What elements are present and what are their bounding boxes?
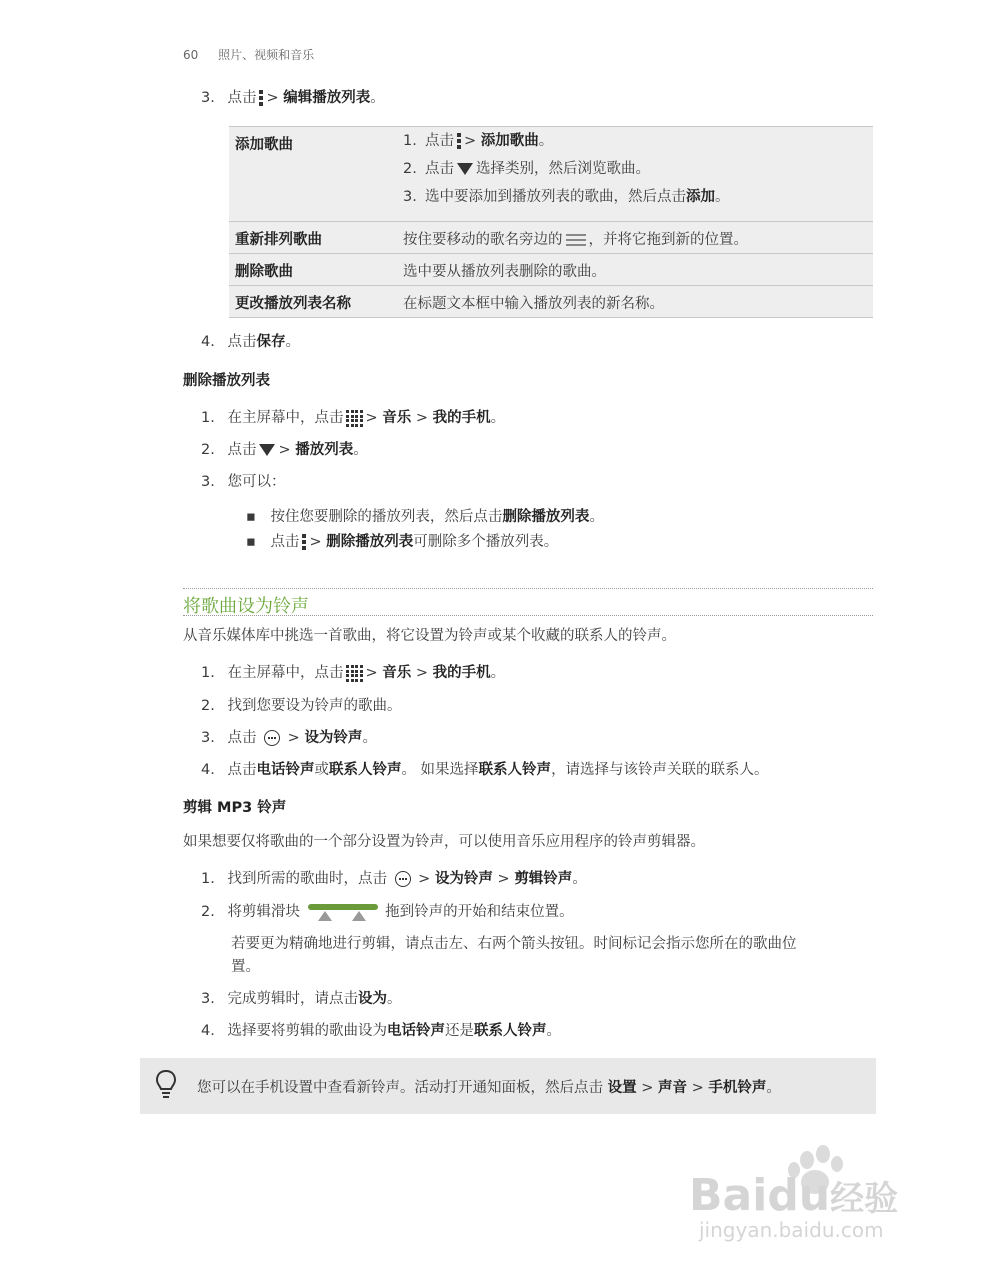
trim-heading: 剪辑 MP3 铃声 bbox=[183, 800, 287, 816]
table-row bbox=[229, 222, 873, 254]
bullet-item bbox=[246, 532, 558, 552]
step-number: 2. bbox=[201, 698, 215, 714]
step-save bbox=[201, 332, 300, 352]
separator: > bbox=[415, 665, 428, 681]
sub-number: 1. bbox=[403, 133, 417, 149]
trim-slider-icon bbox=[308, 902, 378, 922]
step-number: 3. bbox=[201, 90, 215, 106]
step-text: 拖到铃声的开始和结束位置。 bbox=[385, 904, 574, 920]
list-item bbox=[201, 989, 401, 1009]
punctuation: 。 bbox=[490, 410, 506, 426]
page-number: 60 bbox=[183, 48, 199, 62]
punctuation: 。 bbox=[589, 509, 604, 525]
step-number: 2. bbox=[201, 442, 215, 458]
table-row bbox=[229, 254, 873, 286]
row-content bbox=[397, 127, 873, 222]
menu-target: 音乐 bbox=[382, 665, 412, 681]
punctuation: 。 bbox=[572, 871, 587, 887]
separator: > bbox=[365, 410, 378, 426]
apps-grid-icon bbox=[346, 665, 362, 681]
step-text: 完成剪辑时，请点击 bbox=[227, 991, 358, 1007]
sub-text: 点击 bbox=[425, 133, 454, 149]
sub-text: 选择类别，然后浏览歌曲。 bbox=[476, 161, 650, 177]
sub-number: 3. bbox=[403, 189, 417, 205]
row-label: 删除歌曲 bbox=[229, 254, 397, 286]
sub-step bbox=[403, 183, 867, 211]
more-vertical-icon bbox=[302, 534, 306, 550]
punctuation: 。 bbox=[285, 334, 300, 350]
menu-target: 手机铃声 bbox=[708, 1080, 767, 1096]
list-item bbox=[201, 1021, 561, 1041]
step-edit-playlist bbox=[201, 88, 385, 108]
list-item bbox=[201, 902, 574, 922]
separator: > bbox=[464, 133, 477, 149]
more-vertical-icon bbox=[259, 90, 263, 106]
step-note: 若要更为精确地进行剪辑，请点击左、右两个箭头按钮。时间标记会指示您所在的歌曲位 bbox=[231, 936, 797, 952]
bullet-text: 按住您要删除的播放列表，然后点击 bbox=[270, 509, 503, 525]
watermark-brand bbox=[689, 1170, 898, 1221]
menu-target: 声音 bbox=[657, 1080, 687, 1096]
bullet-item bbox=[246, 507, 604, 527]
trim-intro: 如果想要仅将歌曲的一个部分设置为铃声，可以使用音乐应用程序的铃声剪辑器。 bbox=[183, 834, 705, 850]
step-text: 或 bbox=[314, 762, 329, 778]
row-content: 在标题文本框中输入播放列表的新名称。 bbox=[397, 286, 873, 318]
punctuation: 。 bbox=[370, 90, 385, 106]
step-text: 点击 bbox=[227, 90, 257, 106]
menu-target: 联系人铃声 bbox=[328, 762, 402, 778]
step-text: 还是 bbox=[444, 1023, 474, 1039]
list-item bbox=[201, 440, 368, 460]
more-circle-icon bbox=[264, 730, 280, 746]
tip-box bbox=[140, 1058, 876, 1114]
list-item bbox=[201, 663, 505, 683]
punctuation: 。 bbox=[766, 1080, 781, 1096]
step-text: 在主屏幕中，点击 bbox=[227, 665, 344, 681]
section-title: 将歌曲设为铃声 bbox=[183, 596, 309, 617]
punctuation: 。 bbox=[386, 991, 402, 1007]
separator: > bbox=[266, 90, 279, 106]
step-text: 在主屏幕中，点击 bbox=[227, 410, 344, 426]
menu-target: 电话铃声 bbox=[386, 1023, 445, 1039]
menu-target: 剪辑铃声 bbox=[514, 871, 573, 887]
more-circle-icon bbox=[395, 871, 411, 887]
punctuation: 。 bbox=[353, 442, 368, 458]
list-item bbox=[201, 760, 769, 780]
menu-target: 删除播放列表 bbox=[326, 534, 414, 550]
step-text: 点击 bbox=[227, 442, 257, 458]
row-label: 重新排列歌曲 bbox=[229, 222, 397, 254]
sub-number: 2. bbox=[403, 161, 417, 177]
sub-step bbox=[403, 127, 867, 155]
step-number: 1. bbox=[201, 410, 215, 426]
sub-step bbox=[403, 155, 867, 183]
step-number: 4. bbox=[201, 762, 215, 778]
step-number: 4. bbox=[201, 334, 215, 350]
row-label: 更改播放列表名称 bbox=[229, 286, 397, 318]
chapter-title: 照片、视频和音乐 bbox=[218, 48, 315, 62]
separator: > bbox=[415, 410, 428, 426]
apps-grid-icon bbox=[346, 410, 362, 426]
tip-body: 您可以在手机设置中查看新铃声。活动打开通知面板，然后点击 bbox=[197, 1080, 603, 1096]
list-item bbox=[201, 696, 401, 716]
bullet-text: 点击 bbox=[270, 534, 300, 550]
delete-playlist-heading: 删除播放列表 bbox=[183, 373, 270, 389]
row-text: 按住要移动的歌名旁边的 bbox=[403, 232, 563, 248]
separator: > bbox=[497, 871, 510, 887]
playlist-actions-table bbox=[229, 126, 873, 318]
section-intro: 从音乐媒体库中挑选一首歌曲，将它设置为铃声或某个收藏的联系人的铃声。 bbox=[183, 628, 676, 644]
menu-target: 播放列表 bbox=[295, 442, 354, 458]
step-number: 1. bbox=[201, 871, 215, 887]
menu-target: 设置 bbox=[607, 1080, 637, 1096]
drag-handle-icon bbox=[566, 231, 586, 249]
lightbulb-icon bbox=[154, 1069, 178, 1101]
menu-target: 编辑播放列表 bbox=[283, 90, 371, 106]
watermark-url: jingyan.baidu.com bbox=[699, 1218, 884, 1242]
brand-text: Bai bbox=[689, 1170, 768, 1221]
row-content: 选中要从播放列表删除的歌曲。 bbox=[397, 254, 873, 286]
table-row bbox=[229, 127, 873, 222]
menu-target: 电话铃声 bbox=[256, 762, 315, 778]
sub-text: 点击 bbox=[425, 161, 454, 177]
separator: > bbox=[309, 534, 322, 550]
brand-cn: 经验 bbox=[830, 1179, 899, 1219]
separator: > bbox=[641, 1080, 654, 1096]
step-note: 置。 bbox=[231, 959, 260, 975]
step-number: 3. bbox=[201, 730, 215, 746]
table-row bbox=[229, 286, 873, 318]
punctuation: 。 bbox=[538, 133, 554, 149]
triangle-down-icon bbox=[457, 163, 473, 175]
menu-target: 设为铃声 bbox=[304, 730, 363, 746]
menu-target: 保存 bbox=[256, 334, 286, 350]
list-item bbox=[201, 728, 377, 748]
step-text: ，请选择与该铃声关联的联系人。 bbox=[551, 762, 769, 778]
bullet: ▪ bbox=[246, 534, 256, 550]
baidu-watermark bbox=[689, 1130, 929, 1240]
step-text: 点击 bbox=[227, 762, 257, 778]
punctuation: 。 bbox=[715, 189, 730, 205]
step-text: 找到您要设为铃声的歌曲。 bbox=[227, 698, 402, 714]
step-number: 4. bbox=[201, 1023, 215, 1039]
brand-text: du bbox=[767, 1170, 831, 1221]
triangle-down-icon bbox=[259, 444, 275, 456]
menu-target: 联系人铃声 bbox=[478, 762, 552, 778]
step-text: 找到所需的歌曲时，点击 bbox=[227, 871, 387, 887]
page-header bbox=[183, 46, 314, 63]
punctuation: 。 bbox=[490, 665, 506, 681]
row-content bbox=[397, 222, 873, 254]
step-text: 选择要将剪辑的歌曲设为 bbox=[227, 1023, 387, 1039]
menu-target: 我的手机 bbox=[432, 665, 491, 681]
step-number: 3. bbox=[201, 474, 215, 490]
menu-target: 添加 bbox=[686, 189, 715, 205]
tip-text bbox=[197, 1076, 781, 1097]
separator: > bbox=[287, 730, 300, 746]
punctuation: 。 bbox=[362, 730, 377, 746]
menu-target: 删除播放列表 bbox=[502, 509, 590, 525]
bullet-text: 可删除多个播放列表。 bbox=[413, 534, 559, 550]
row-text: ，并将它拖到新的位置。 bbox=[588, 232, 748, 248]
punctuation: 。 bbox=[546, 1023, 561, 1039]
separator: > bbox=[278, 442, 291, 458]
step-text: 。 如果选择 bbox=[401, 762, 479, 778]
step-text: 您可以： bbox=[227, 474, 286, 490]
list-item bbox=[201, 408, 505, 428]
menu-target: 设为铃声 bbox=[434, 871, 493, 887]
step-text: 点击 bbox=[227, 730, 257, 746]
bullet: ▪ bbox=[246, 509, 256, 525]
menu-target: 添加歌曲 bbox=[480, 133, 539, 149]
step-text: 将剪辑滑块 bbox=[227, 904, 300, 920]
menu-target: 设为 bbox=[357, 991, 387, 1007]
separator: > bbox=[365, 665, 378, 681]
separator: > bbox=[691, 1080, 704, 1096]
step-number: 2. bbox=[201, 904, 215, 920]
menu-target: 我的手机 bbox=[432, 410, 491, 426]
row-label: 添加歌曲 bbox=[229, 127, 397, 222]
menu-target: 音乐 bbox=[382, 410, 412, 426]
more-vertical-icon bbox=[457, 133, 461, 149]
list-item bbox=[201, 472, 285, 492]
sub-text: 选中要添加到播放列表的歌曲，然后点击 bbox=[425, 189, 686, 205]
separator: > bbox=[418, 871, 431, 887]
step-text: 点击 bbox=[227, 334, 257, 350]
menu-target: 联系人铃声 bbox=[473, 1023, 547, 1039]
step-number: 3. bbox=[201, 991, 215, 1007]
list-item bbox=[201, 869, 587, 889]
step-number: 1. bbox=[201, 665, 215, 681]
section-heading bbox=[183, 588, 873, 616]
